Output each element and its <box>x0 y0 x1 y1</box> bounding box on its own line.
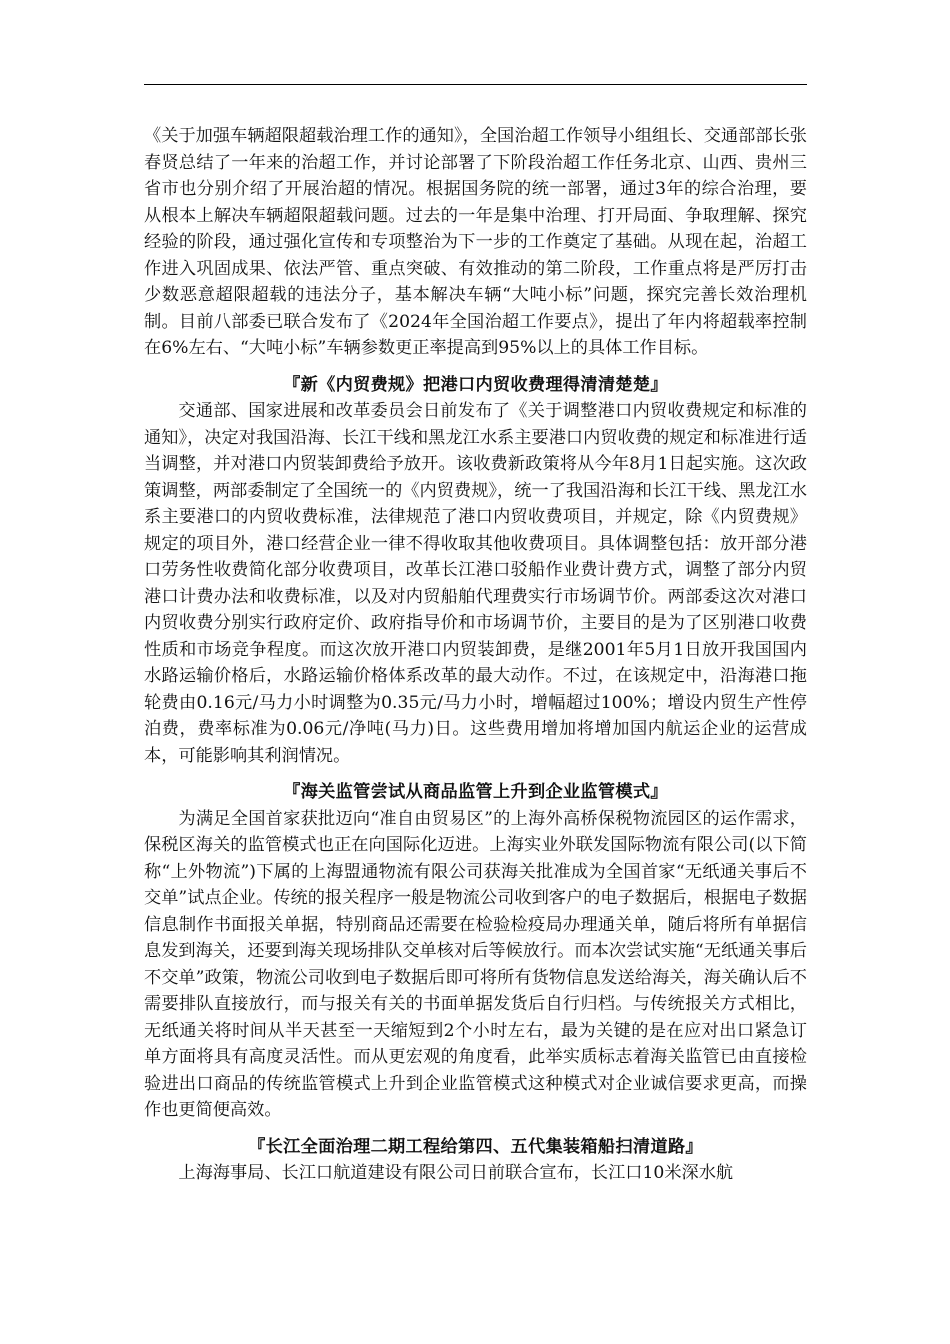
header-rule <box>144 84 807 85</box>
heading-customs-supervision: 『海关监管尝试从商品监管上升到企业监管模式』 <box>283 782 668 802</box>
heading-port-fee-rules: 『新《内贸费规》把港口内贸收费理得清清楚楚』 <box>283 374 668 395</box>
heading-yangtze-project: 『长江全面治理二期工程给第四、五代集装箱船扫清道路』 <box>248 1136 703 1157</box>
document-body <box>144 123 807 1187</box>
paragraph-yangtze-project: 上海海事局、长江口航道建设有限公司日前联合宣布，长江口10米深水航 <box>178 1163 734 1183</box>
paragraph-overload-governance: 《关于加强车辆超限超载治理工作的通知》，全国治超工作领导小组组长、交通部部长张春贤总结了一年来的治超工作，并讨论部署了下阶段治超工作任务北京、山西、贵州三省市也分别介绍了开展治超的情况。根据国务院的统一部署，通过3年的综合治理，要从根本上解决车辆超限超载问题。过去的一年是集中治理、打开局面、争取理解、探究经验的阶段，通过强化宣传和专项整治为下一步的工作奠定了基础。从现在起，治超工作进入巩固成果、依法严管、重点突破、有效推动的第二阶段，工作重点将是严厉打击少数恶意超限超载的违法分子，基本解决车辆“大吨小标”问题，探究完善长效治理机制。目前八部委已联合发布了《2024年全国治超工作要点》，提出了年内将超载率控制在6%左右、“大吨小标”车辆参数更正率提高到95%以上的具体工作目标。 <box>144 126 807 358</box>
paragraph-customs-supervision: 为满足全国首家获批迈向“准自由贸易区”的上海外高桥保税物流园区的运作需求，保税区海关的监管模式也正在向国际化迈进。上海实业外联发国际物流有限公司(以下简称“上外物流”)下属的上海盟通物流有限公司获海关批准成为全国首家“无纸通关事后不交单”试点企业。传统的报关程序一般是物流公司收到客户的电子数据后，根据电子数据信息制作书面报关单据，特别商品还需要在检验检疫局办理通关单，随后将所有单据信息发到海关，还要到海关现场排队交单核对后等候放行。而本次尝试实施“无纸通关事后不交单”政策，物流公司收到电子数据后即可将所有货物信息发送给海关，海关确认后不需要排队直接放行，而与报关有关的书面单据发货后自行归档。与传统报关方式相比，无纸通关将时间从半天甚至一天缩短到2个小时左右，最为关键的是在应对出口紧急订单方面将具有高度灵活性。而从更宏观的角度看，此举实质标志着海关监管已由直接检验进出口商品的传统监管模式上升到企业监管模式这种模式对企业诚信要求更高，而操作也更简便高效。 <box>144 808 807 1120</box>
paragraph-port-fee-rules: 交通部、国家进展和改革委员会日前发布了《关于调整港口内贸收费规定和标准的通知》，决定对我国沿海、长江干线和黑龙江水系主要港口内贸收费的规定和标准进行适当调整，并对港口内贸装卸费给予放开。该收费新政策将从今年8月1日起实施。这次政策调整，两部委制定了全国统一的《内贸费规》，统一了我国沿海和长江干线、黑龙江水系主要港口的内贸收费标准，法律规范了港口内贸收费项目，并规定，除《内贸费规》规定的项目外，港口经营企业一律不得收取其他收费项目。具体调整包括：放开部分港口劳务性收费简化部分收费项目，改革长江港口驳船作业费计费方式，调整了部分内贸港口计费办法和收费标准，以及对内贸船舶代理费实行市场调节价。两部委这次对港口内贸收费分别实行政府定价、政府指导价和市场调节价，主要目的是为了区别港口收费性质和市场竞争程度。而这次放开港口内贸装卸费，是继2001年5月1日放开我国国内水路运输价格后，水路运输价格体系改革的最大动作。不过，在该规定中，沿海港口拖轮费由0.16元/马力小时调整为0.35元/马力小时，增幅超过100%；增设内贸生产性停泊费，费率标准为0.06元/净吨(马力)日。这些费用增加将增加国内航运企业的运营成本，可能影响其利润情况。 <box>144 401 807 766</box>
